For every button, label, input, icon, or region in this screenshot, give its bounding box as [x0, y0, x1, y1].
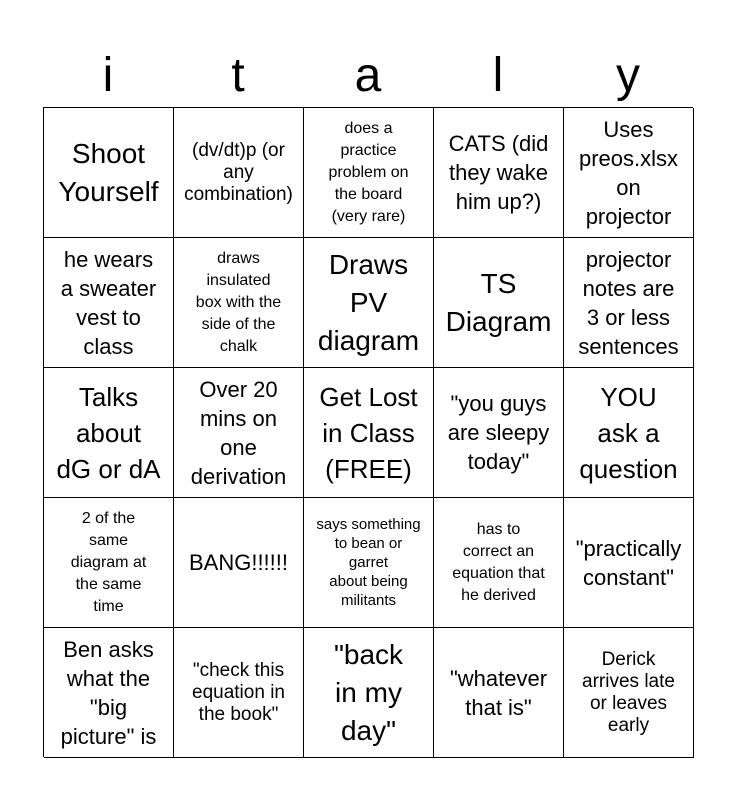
- bingo-cell[interactable]: Draws PV diagram: [304, 238, 434, 368]
- bingo-cell[interactable]: he wears a sweater vest to class: [44, 238, 174, 368]
- bingo-cell[interactable]: Ben asks what the "big picture" is: [44, 628, 174, 758]
- bingo-cell[interactable]: YOU ask a question: [564, 368, 694, 498]
- bingo-cell[interactable]: CATS (did they wake him up?): [434, 108, 564, 238]
- title-letter: y: [616, 49, 640, 102]
- title-letter: a: [354, 49, 382, 102]
- bingo-title: [43, 50, 693, 102]
- bingo-cell[interactable]: 2 of the same diagram at the same time: [44, 498, 174, 628]
- bingo-cell[interactable]: "practically constant": [564, 498, 694, 628]
- bingo-cell[interactable]: TS Diagram: [434, 238, 564, 368]
- bingo-cell[interactable]: Derick arrives late or leaves early: [564, 628, 694, 758]
- bingo-cell[interactable]: draws insulated box with the side of the chalk: [174, 238, 304, 368]
- bingo-cell[interactable]: Get Lost in Class (FREE): [304, 368, 434, 498]
- bingo-cell[interactable]: says something to bean or garret about being militants: [304, 498, 434, 628]
- title-letter: l: [492, 49, 504, 102]
- bingo-cell[interactable]: Talks about dG or dA: [44, 368, 174, 498]
- bingo-cell[interactable]: "you guys are sleepy today": [434, 368, 564, 498]
- bingo-cell[interactable]: Over 20 mins on one derivation: [174, 368, 304, 498]
- bingo-cell[interactable]: does a practice problem on the board (very rare): [304, 108, 434, 238]
- bingo-cell[interactable]: Uses preos.xlsx on projector: [564, 108, 694, 238]
- bingo-cell[interactable]: (dv/dt)p (or any combination): [174, 108, 304, 238]
- bingo-cell[interactable]: "check this equation in the book": [174, 628, 304, 758]
- title-letter: i: [102, 49, 114, 102]
- bingo-cell[interactable]: "whatever that is": [434, 628, 564, 758]
- bingo-grid: [43, 107, 693, 757]
- bingo-cell[interactable]: Shoot Yourself: [44, 108, 174, 238]
- bingo-cell[interactable]: has to correct an equation that he derived: [434, 498, 564, 628]
- bingo-cell[interactable]: BANG!!!!!!: [174, 498, 304, 628]
- bingo-cell[interactable]: "back in my day": [304, 628, 434, 758]
- bingo-cell[interactable]: projector notes are 3 or less sentences: [564, 238, 694, 368]
- title-letter: t: [231, 49, 245, 102]
